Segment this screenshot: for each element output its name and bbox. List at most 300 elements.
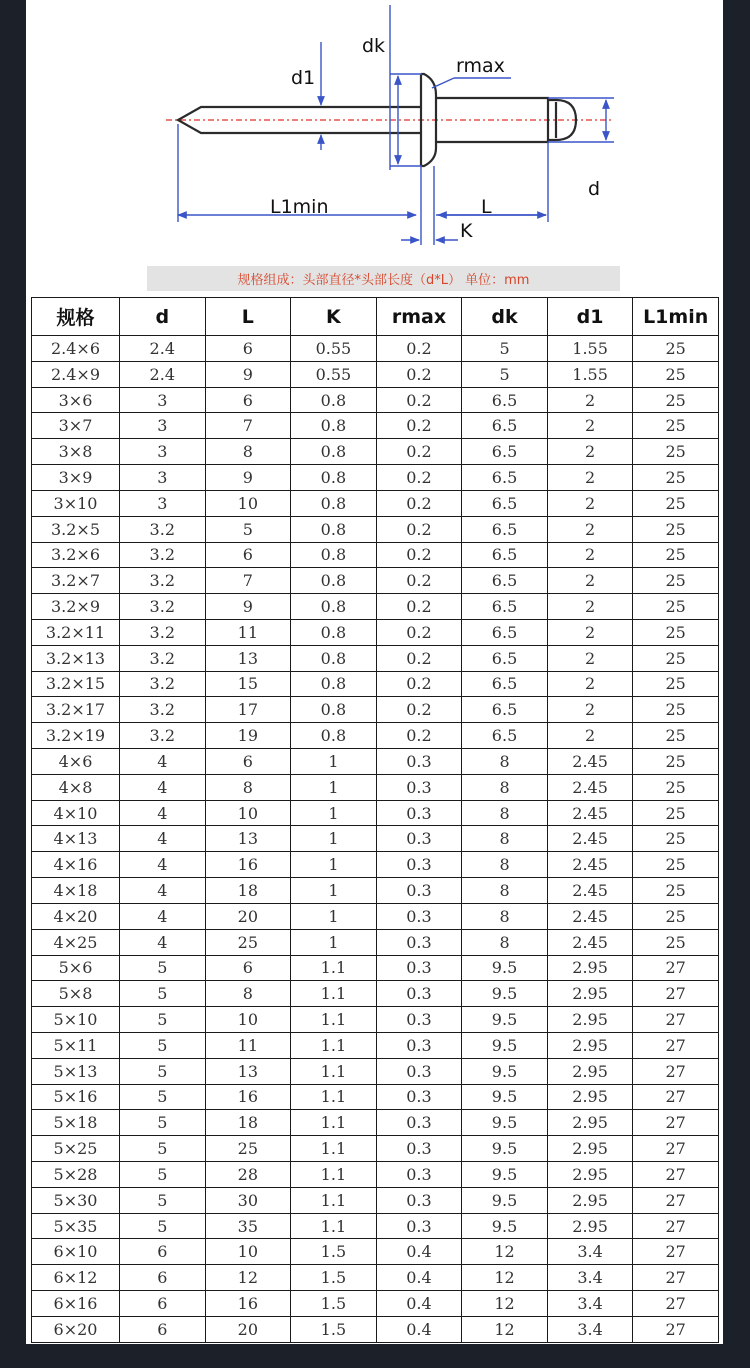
cell-d1: 3.4 — [547, 1316, 633, 1342]
cell-spec: 5×30 — [32, 1187, 120, 1213]
cell-d: 4 — [120, 903, 206, 929]
cell-rmax: 0.3 — [376, 1084, 462, 1110]
cell-d1: 2 — [547, 671, 633, 697]
cell-d1: 2 — [547, 490, 633, 516]
cell-dk: 9.5 — [462, 1007, 548, 1033]
cell-dk: 12 — [462, 1316, 548, 1342]
cell-rmax: 0.2 — [376, 361, 462, 387]
cell-rmax: 0.2 — [376, 697, 462, 723]
cell-dk: 12 — [462, 1239, 548, 1265]
cell-l1min: 27 — [633, 1291, 719, 1317]
cell-k: 1.1 — [291, 981, 377, 1007]
cell-l: 10 — [205, 490, 291, 516]
cell-dk: 9.5 — [462, 1032, 548, 1058]
cell-l: 16 — [205, 852, 291, 878]
cell-l: 18 — [205, 1110, 291, 1136]
label-rmax: rmax — [456, 55, 505, 77]
cell-d: 6 — [120, 1239, 206, 1265]
cell-l: 9 — [205, 465, 291, 491]
cell-rmax: 0.4 — [376, 1291, 462, 1317]
cell-d1: 2.45 — [547, 826, 633, 852]
cell-dk: 6.5 — [462, 387, 548, 413]
cell-l: 16 — [205, 1084, 291, 1110]
cell-spec: 5×35 — [32, 1213, 120, 1239]
header-rmax: rmax — [376, 298, 462, 336]
spec-table — [31, 297, 719, 1343]
cell-l: 19 — [205, 723, 291, 749]
cell-d: 3.2 — [120, 697, 206, 723]
table-row — [32, 878, 719, 904]
cell-spec: 3×8 — [32, 439, 120, 465]
cell-k: 1.5 — [291, 1239, 377, 1265]
cell-d1: 2.95 — [547, 1084, 633, 1110]
cell-l: 16 — [205, 1291, 291, 1317]
table-row — [32, 439, 719, 465]
table-header-row — [32, 298, 719, 336]
cell-spec: 5×28 — [32, 1162, 120, 1188]
cell-d1: 2 — [547, 619, 633, 645]
cell-l1min: 27 — [633, 955, 719, 981]
table-row — [32, 955, 719, 981]
cell-l1min: 27 — [633, 1187, 719, 1213]
table-row — [32, 336, 719, 362]
cell-spec: 3.2×6 — [32, 542, 120, 568]
cell-d1: 1.55 — [547, 361, 633, 387]
cell-rmax: 0.3 — [376, 826, 462, 852]
cell-dk: 6.5 — [462, 490, 548, 516]
cell-l1min: 25 — [633, 619, 719, 645]
header-spec: 规格 — [32, 298, 120, 336]
cell-dk: 6.5 — [462, 413, 548, 439]
cell-dk: 9.5 — [462, 1084, 548, 1110]
cell-spec: 3.2×17 — [32, 697, 120, 723]
cell-spec: 3×9 — [32, 465, 120, 491]
cell-rmax: 0.4 — [376, 1265, 462, 1291]
table-row — [32, 413, 719, 439]
cell-l1min: 25 — [633, 878, 719, 904]
cell-dk: 8 — [462, 903, 548, 929]
cell-d: 5 — [120, 1084, 206, 1110]
cell-d1: 2 — [547, 439, 633, 465]
cell-l1min: 25 — [633, 413, 719, 439]
cell-rmax: 0.3 — [376, 1110, 462, 1136]
cell-l: 17 — [205, 697, 291, 723]
cell-k: 0.55 — [291, 361, 377, 387]
cell-d1: 1.55 — [547, 336, 633, 362]
cell-k: 0.8 — [291, 542, 377, 568]
cell-l1min: 25 — [633, 439, 719, 465]
cell-d: 5 — [120, 1187, 206, 1213]
label-l1min: L1min — [270, 196, 329, 218]
cell-l: 25 — [205, 1136, 291, 1162]
cell-l: 8 — [205, 774, 291, 800]
cell-k: 1.1 — [291, 1110, 377, 1136]
cell-d1: 3.4 — [547, 1265, 633, 1291]
table-row — [32, 1213, 719, 1239]
table-row — [32, 1316, 719, 1342]
cell-dk: 9.5 — [462, 1213, 548, 1239]
cell-dk: 8 — [462, 800, 548, 826]
cell-k: 0.8 — [291, 671, 377, 697]
cell-d1: 3.4 — [547, 1291, 633, 1317]
cell-dk: 6.5 — [462, 671, 548, 697]
cell-spec: 5×13 — [32, 1058, 120, 1084]
cell-rmax: 0.2 — [376, 594, 462, 620]
cell-spec: 3×7 — [32, 413, 120, 439]
cell-rmax: 0.2 — [376, 542, 462, 568]
cell-d: 5 — [120, 955, 206, 981]
cell-d1: 2.45 — [547, 929, 633, 955]
cell-l1min: 25 — [633, 671, 719, 697]
cell-k: 0.8 — [291, 568, 377, 594]
cell-l1min: 25 — [633, 568, 719, 594]
cell-dk: 12 — [462, 1265, 548, 1291]
cell-d: 3 — [120, 413, 206, 439]
cell-rmax: 0.3 — [376, 929, 462, 955]
label-d1: d1 — [291, 67, 316, 89]
cell-k: 1 — [291, 878, 377, 904]
cell-k: 1 — [291, 929, 377, 955]
cell-spec: 2.4×6 — [32, 336, 120, 362]
cell-l: 20 — [205, 903, 291, 929]
table-row — [32, 542, 719, 568]
table-row — [32, 929, 719, 955]
cell-rmax: 0.3 — [376, 1032, 462, 1058]
cell-d: 6 — [120, 1265, 206, 1291]
table-row — [32, 774, 719, 800]
cell-l1min: 25 — [633, 800, 719, 826]
cell-d1: 2.45 — [547, 878, 633, 904]
cell-l: 28 — [205, 1162, 291, 1188]
cell-d1: 2 — [547, 542, 633, 568]
cell-l: 7 — [205, 568, 291, 594]
label-dk: dk — [362, 35, 386, 57]
cell-d: 3 — [120, 387, 206, 413]
cell-spec: 3.2×11 — [32, 619, 120, 645]
cell-rmax: 0.3 — [376, 774, 462, 800]
cell-l1min: 25 — [633, 336, 719, 362]
cell-dk: 9.5 — [462, 981, 548, 1007]
cell-rmax: 0.3 — [376, 1162, 462, 1188]
cell-l1min: 27 — [633, 1058, 719, 1084]
cell-d1: 2.95 — [547, 1187, 633, 1213]
cell-rmax: 0.3 — [376, 981, 462, 1007]
table-row — [32, 619, 719, 645]
cell-d: 3 — [120, 465, 206, 491]
cell-dk: 8 — [462, 852, 548, 878]
cell-l1min: 25 — [633, 361, 719, 387]
cell-l1min: 27 — [633, 1213, 719, 1239]
cell-k: 0.8 — [291, 723, 377, 749]
cell-spec: 4×6 — [32, 749, 120, 775]
table-row — [32, 1084, 719, 1110]
cell-k: 1 — [291, 774, 377, 800]
cell-rmax: 0.3 — [376, 749, 462, 775]
table-row — [32, 568, 719, 594]
cell-k: 1.1 — [291, 1136, 377, 1162]
cell-rmax: 0.4 — [376, 1239, 462, 1265]
cell-d: 5 — [120, 1058, 206, 1084]
table-row — [32, 1032, 719, 1058]
cell-k: 1.1 — [291, 1007, 377, 1033]
cell-dk: 6.5 — [462, 542, 548, 568]
label-k: K — [460, 220, 473, 242]
cell-dk: 9.5 — [462, 1162, 548, 1188]
cell-d1: 2 — [547, 387, 633, 413]
cell-l: 7 — [205, 413, 291, 439]
cell-l: 35 — [205, 1213, 291, 1239]
cell-dk: 9.5 — [462, 955, 548, 981]
cell-spec: 5×10 — [32, 1007, 120, 1033]
cell-rmax: 0.3 — [376, 1007, 462, 1033]
cell-d: 5 — [120, 1032, 206, 1058]
cell-k: 1 — [291, 826, 377, 852]
cell-l: 8 — [205, 981, 291, 1007]
cell-l: 10 — [205, 1007, 291, 1033]
table-row — [32, 1265, 719, 1291]
table-row — [32, 852, 719, 878]
cell-dk: 6.5 — [462, 568, 548, 594]
cell-spec: 6×12 — [32, 1265, 120, 1291]
cell-spec: 4×25 — [32, 929, 120, 955]
cell-dk: 8 — [462, 774, 548, 800]
header-l: L — [205, 298, 291, 336]
cell-k: 0.8 — [291, 413, 377, 439]
cell-d1: 2 — [547, 568, 633, 594]
cell-d: 6 — [120, 1291, 206, 1317]
cell-l: 9 — [205, 594, 291, 620]
table-row — [32, 903, 719, 929]
cell-spec: 4×8 — [32, 774, 120, 800]
cell-rmax: 0.2 — [376, 439, 462, 465]
cell-k: 1 — [291, 903, 377, 929]
cell-l: 6 — [205, 749, 291, 775]
cell-d: 3.2 — [120, 542, 206, 568]
cell-l1min: 27 — [633, 1136, 719, 1162]
cell-k: 0.8 — [291, 516, 377, 542]
cell-dk: 6.5 — [462, 619, 548, 645]
cell-spec: 3.2×15 — [32, 671, 120, 697]
table-row — [32, 826, 719, 852]
cell-l: 13 — [205, 645, 291, 671]
table-row — [32, 645, 719, 671]
cell-d1: 2 — [547, 413, 633, 439]
cell-spec: 3.2×7 — [32, 568, 120, 594]
cell-l1min: 25 — [633, 826, 719, 852]
table-row — [32, 465, 719, 491]
cell-d: 4 — [120, 826, 206, 852]
cell-d: 2.4 — [120, 361, 206, 387]
cell-l1min: 27 — [633, 1316, 719, 1342]
cell-k: 1.1 — [291, 1032, 377, 1058]
cell-spec: 5×11 — [32, 1032, 120, 1058]
cell-k: 1.1 — [291, 1058, 377, 1084]
cell-spec: 4×20 — [32, 903, 120, 929]
cell-l1min: 27 — [633, 1084, 719, 1110]
cell-l: 6 — [205, 336, 291, 362]
cell-k: 1.5 — [291, 1291, 377, 1317]
cell-d1: 2.95 — [547, 1136, 633, 1162]
cell-rmax: 0.3 — [376, 1213, 462, 1239]
cell-l1min: 25 — [633, 697, 719, 723]
cell-spec: 3.2×19 — [32, 723, 120, 749]
cell-dk: 12 — [462, 1291, 548, 1317]
header-k: K — [291, 298, 377, 336]
cell-d1: 2.95 — [547, 1213, 633, 1239]
cell-d1: 2 — [547, 465, 633, 491]
cell-d: 3.2 — [120, 645, 206, 671]
cell-dk: 5 — [462, 336, 548, 362]
cell-rmax: 0.2 — [376, 413, 462, 439]
cell-k: 0.8 — [291, 594, 377, 620]
cell-d: 4 — [120, 800, 206, 826]
cell-d: 3.2 — [120, 671, 206, 697]
cell-spec: 4×18 — [32, 878, 120, 904]
cell-d: 4 — [120, 749, 206, 775]
cell-d1: 2.95 — [547, 1007, 633, 1033]
cell-k: 0.8 — [291, 697, 377, 723]
cell-k: 1 — [291, 749, 377, 775]
cell-d1: 2.95 — [547, 1162, 633, 1188]
cell-k: 0.8 — [291, 387, 377, 413]
cell-rmax: 0.2 — [376, 516, 462, 542]
cell-rmax: 0.3 — [376, 903, 462, 929]
cell-k: 0.8 — [291, 465, 377, 491]
cell-dk: 6.5 — [462, 697, 548, 723]
cell-l1min: 27 — [633, 1239, 719, 1265]
header-l1min: L1min — [633, 298, 719, 336]
cell-l1min: 25 — [633, 516, 719, 542]
cell-l1min: 27 — [633, 1007, 719, 1033]
cell-rmax: 0.3 — [376, 1136, 462, 1162]
cell-l: 15 — [205, 671, 291, 697]
table-row — [32, 594, 719, 620]
rivet-diagram — [26, 0, 723, 262]
cell-rmax: 0.2 — [376, 336, 462, 362]
table-row — [32, 723, 719, 749]
cell-l1min: 25 — [633, 645, 719, 671]
cell-l1min: 25 — [633, 542, 719, 568]
table-row — [32, 361, 719, 387]
cell-d1: 2.45 — [547, 749, 633, 775]
cell-d1: 3.4 — [547, 1239, 633, 1265]
cell-d1: 2 — [547, 645, 633, 671]
cell-l1min: 25 — [633, 387, 719, 413]
table-row — [32, 490, 719, 516]
cell-l1min: 25 — [633, 929, 719, 955]
cell-rmax: 0.2 — [376, 568, 462, 594]
cell-rmax: 0.3 — [376, 955, 462, 981]
cell-l: 12 — [205, 1265, 291, 1291]
table-row — [32, 981, 719, 1007]
cell-k: 1.1 — [291, 1084, 377, 1110]
cell-dk: 9.5 — [462, 1187, 548, 1213]
cell-k: 1.1 — [291, 1162, 377, 1188]
table-body — [32, 336, 719, 1343]
cell-spec: 6×16 — [32, 1291, 120, 1317]
table-row — [32, 1110, 719, 1136]
label-d: d — [588, 178, 601, 200]
cell-d: 3.2 — [120, 594, 206, 620]
cell-l: 6 — [205, 542, 291, 568]
cell-k: 1.1 — [291, 1213, 377, 1239]
cell-rmax: 0.3 — [376, 852, 462, 878]
cell-l: 6 — [205, 387, 291, 413]
cell-d: 4 — [120, 878, 206, 904]
cell-l1min: 27 — [633, 1110, 719, 1136]
cell-spec: 4×10 — [32, 800, 120, 826]
spec-sheet — [26, 0, 723, 1344]
cell-rmax: 0.2 — [376, 387, 462, 413]
table-row — [32, 1291, 719, 1317]
cell-rmax: 0.2 — [376, 619, 462, 645]
cell-l: 10 — [205, 1239, 291, 1265]
table-row — [32, 1136, 719, 1162]
cell-d: 5 — [120, 1213, 206, 1239]
cell-l1min: 25 — [633, 723, 719, 749]
cell-l: 13 — [205, 1058, 291, 1084]
cell-d1: 2 — [547, 594, 633, 620]
cell-d1: 2.95 — [547, 955, 633, 981]
table-row — [32, 697, 719, 723]
label-l: L — [481, 196, 492, 218]
cell-l: 9 — [205, 361, 291, 387]
cell-l1min: 27 — [633, 1032, 719, 1058]
cell-d: 5 — [120, 1162, 206, 1188]
cell-d1: 2.95 — [547, 1058, 633, 1084]
cell-rmax: 0.3 — [376, 878, 462, 904]
cell-spec: 6×20 — [32, 1316, 120, 1342]
cell-d: 3.2 — [120, 619, 206, 645]
header-d1: d1 — [547, 298, 633, 336]
table-row — [32, 1187, 719, 1213]
cell-k: 0.8 — [291, 619, 377, 645]
cell-dk: 6.5 — [462, 645, 548, 671]
header-dk: dk — [462, 298, 548, 336]
cell-spec: 4×16 — [32, 852, 120, 878]
cell-dk: 9.5 — [462, 1058, 548, 1084]
cell-dk: 8 — [462, 878, 548, 904]
cell-d: 4 — [120, 852, 206, 878]
cell-k: 0.8 — [291, 645, 377, 671]
cell-dk: 9.5 — [462, 1136, 548, 1162]
cell-d: 3 — [120, 490, 206, 516]
cell-k: 0.55 — [291, 336, 377, 362]
cell-l1min: 25 — [633, 594, 719, 620]
cell-spec: 3.2×5 — [32, 516, 120, 542]
cell-spec: 5×6 — [32, 955, 120, 981]
cell-d: 3.2 — [120, 516, 206, 542]
cell-l: 10 — [205, 800, 291, 826]
cell-dk: 9.5 — [462, 1110, 548, 1136]
cell-l: 25 — [205, 929, 291, 955]
cell-d: 5 — [120, 981, 206, 1007]
cell-l: 18 — [205, 878, 291, 904]
cell-d1: 2.95 — [547, 1032, 633, 1058]
cell-rmax: 0.2 — [376, 671, 462, 697]
cell-d1: 2.45 — [547, 852, 633, 878]
cell-d: 4 — [120, 774, 206, 800]
cell-spec: 5×25 — [32, 1136, 120, 1162]
cell-k: 0.8 — [291, 439, 377, 465]
cell-d: 6 — [120, 1316, 206, 1342]
cell-d: 5 — [120, 1110, 206, 1136]
cell-dk: 6.5 — [462, 516, 548, 542]
cell-k: 1.5 — [291, 1265, 377, 1291]
cell-l1min: 25 — [633, 465, 719, 491]
cell-l1min: 25 — [633, 490, 719, 516]
cell-rmax: 0.2 — [376, 490, 462, 516]
